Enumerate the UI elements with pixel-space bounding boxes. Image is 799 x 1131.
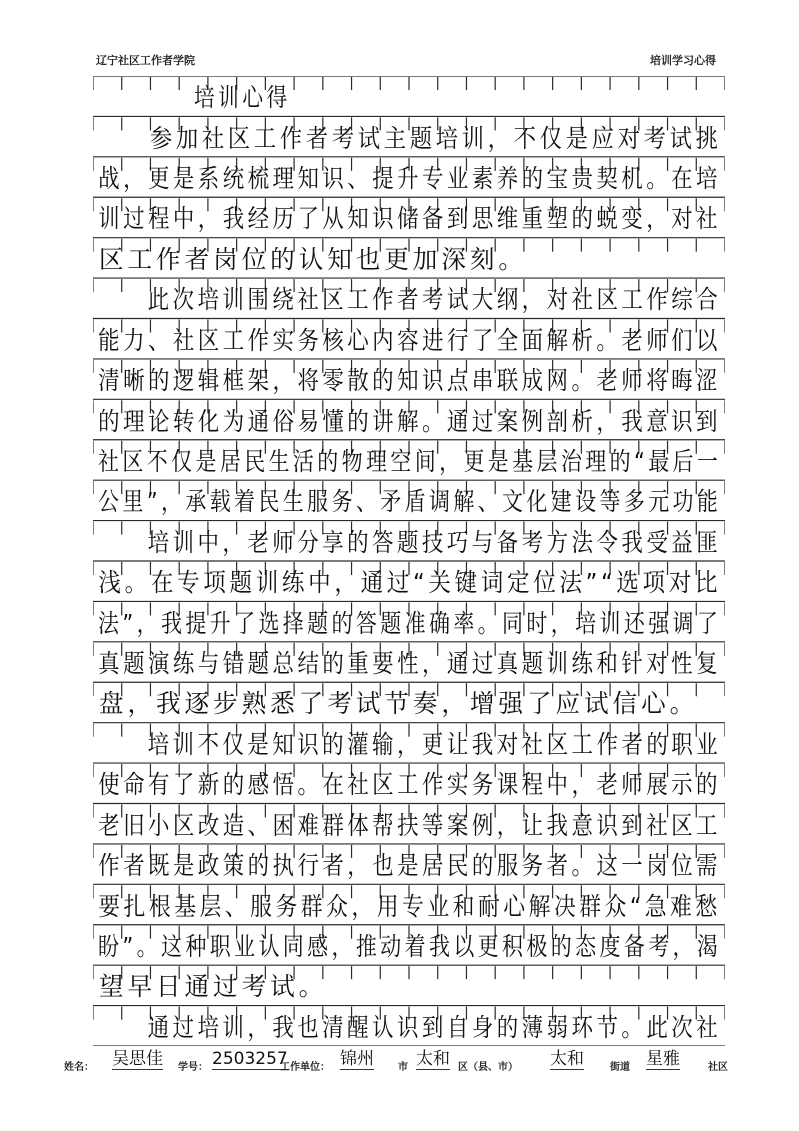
essay-line: 战，更是系统梳理知识、提升专业素养的宝贵契机。在培: [98, 164, 721, 194]
essay-line: 的理论转化为通俗易懂的讲解。通过案例剖析，我意识到: [98, 406, 721, 436]
essay-line: 培训中，老师分享的答题技巧与备考方法令我受益匪: [147, 527, 722, 557]
city-label: 市: [398, 1062, 408, 1073]
essay-line: 培训不仅是知识的灌输，更让我对社区工作者的职业: [147, 729, 722, 759]
community-value: 星雅: [646, 1049, 680, 1069]
essay-line: 真题演练与错题总结的重要性，通过真题训练和针对性复: [98, 649, 721, 679]
essay-line: 通过培训，我也清醒认识到自身的薄弱环节。此次社: [147, 1012, 722, 1042]
essay-line: 要扎根基层、服务群众，用专业和耐心解决群众“急难愁: [98, 891, 721, 921]
essay-line: 培训心得: [193, 83, 291, 113]
city-value: 锦州: [340, 1049, 374, 1069]
writing-sheet: [93, 76, 725, 1046]
district-label: 区（县、市）: [458, 1062, 518, 1073]
essay-line: 盼”。这种职业认同感，推动着我以更积极的态度备考，渴: [98, 931, 722, 961]
name-value: 吴思佳: [112, 1049, 163, 1069]
community-label: 社区: [708, 1062, 728, 1073]
header-institute: 辽宁社区工作者学院: [96, 54, 195, 67]
district-value: 太和: [416, 1049, 450, 1069]
essay-line: 训过程中，我经历了从知识储备到思维重塑的蜕变，对社: [98, 204, 721, 234]
essay-line: 能力、社区工作实务核心内容进行了全面解析。老师们以: [98, 325, 721, 355]
essay-line: 区工作者岗位的认知也更加深刻。: [98, 244, 527, 274]
header-doc-title: 培训学习心得: [650, 54, 716, 67]
essay-line: 作者既是政策的执行者，也是居民的服务者。这一岗位需: [98, 851, 721, 881]
street-label: 街道: [610, 1062, 630, 1073]
name-label: 姓名：: [64, 1062, 94, 1073]
essay-line: 盘，我逐步熟悉了考试节奏，增强了应试信心。: [98, 689, 699, 719]
student-id-value: 2503257: [212, 1049, 288, 1069]
street-value: 太和: [550, 1049, 584, 1069]
essay-line: 参加社区工作者考试主题培训，不仅是应对考试挑: [149, 123, 722, 153]
essay-line: 浅。在专项题训练中，通过“关键词定位法”“选项对比: [98, 568, 722, 598]
essay-line: 法”，我提升了选择题的答题准确率。同时，培训还强调了: [98, 608, 722, 638]
essay-line: 使命有了新的感悟。在社区工作实务课程中，老师展示的: [98, 770, 721, 800]
essay-line: 社区不仅是居民生活的物理空间，更是基层治理的“最后一: [98, 446, 722, 476]
essay-line: 望早日通过考试。: [98, 972, 328, 1002]
essay-line: 老旧小区改造、困难群体帮扶等案例，让我意识到社区工: [98, 810, 721, 840]
essay-line: 公里”，承载着民生服务、矛盾调解、文化建设等多元功能: [98, 487, 722, 517]
student-id-label: 学号：: [178, 1062, 208, 1073]
footer: [64, 1049, 754, 1073]
work-unit-label: 工作单位：: [280, 1062, 330, 1073]
essay-body: [93, 76, 725, 1046]
essay-line: 清晰的逻辑框架，将零散的知识点串联成网。老师将晦涩: [98, 366, 721, 396]
essay-line: 此次培训围绕社区工作者考试大纲，对社区工作综合: [147, 285, 722, 315]
